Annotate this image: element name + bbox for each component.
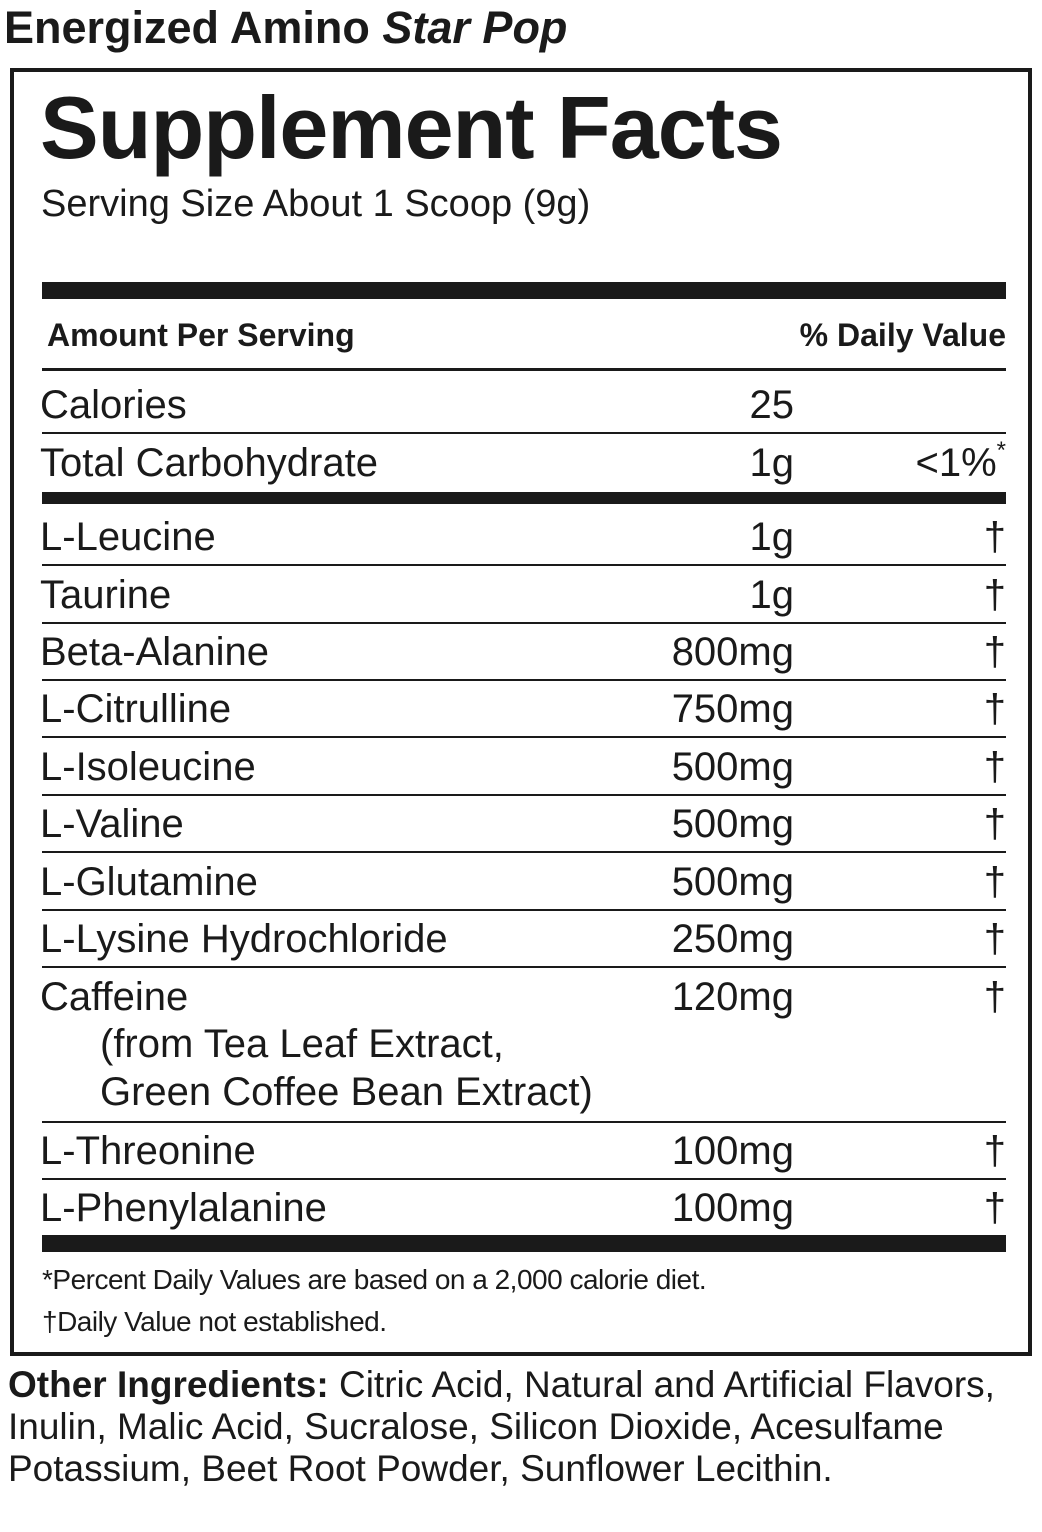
ingredient-dv: †: [983, 687, 1006, 731]
product-name: Energized Amino: [4, 2, 370, 53]
ingredient-dv: †: [983, 630, 1006, 674]
ingredient-dv: †: [983, 802, 1006, 846]
ingredient-name: L-Citrulline: [40, 687, 232, 731]
supplement-facts-panel: [10, 68, 1032, 1356]
ingredient-dv: †: [983, 917, 1006, 961]
medium-divider: [42, 492, 1006, 504]
ingredient-name: L-Lysine Hydrochloride: [40, 917, 448, 961]
amount-per-serving-header: Amount Per Serving: [47, 317, 355, 353]
ingredient-dv: †: [983, 1129, 1006, 1173]
divider: [42, 368, 1006, 371]
caffeine-source-line-2: Green Coffee Bean Extract): [100, 1070, 593, 1114]
ingredient-name: L-Glutamine: [40, 860, 258, 904]
ingredient-name: L-Isoleucine: [40, 745, 256, 789]
ingredient-name: L-Phenylalanine: [40, 1186, 327, 1230]
ingredient-amount: 800mg: [671, 630, 794, 674]
ingredient-amount: 750mg: [671, 687, 794, 731]
ingredient-row-caffeine: [42, 970, 1006, 1120]
amount-header-row: [42, 310, 1006, 360]
ingredient-name: Beta-Alanine: [40, 630, 270, 674]
ingredient-amount: 500mg: [671, 745, 794, 789]
ingredient-dv: †: [983, 573, 1006, 617]
ingredient-dv: †: [983, 745, 1006, 789]
serving-size: Serving Size About 1 Scoop (9g): [41, 183, 591, 225]
ingredient-name: L-Valine: [40, 802, 184, 846]
thick-divider: [42, 282, 1006, 299]
calories-amount: 25: [749, 383, 794, 427]
ingredient-dv: †: [983, 975, 1006, 1019]
divider: [42, 851, 1006, 853]
carbohydrate-amount: 1g: [749, 441, 794, 485]
product-variant: Star Pop: [382, 2, 568, 53]
divider: [42, 564, 1006, 566]
carbohydrate-dv-value: <1%: [915, 441, 997, 485]
ingredient-amount: 250mg: [671, 917, 794, 961]
footnote-dv-not-established: †Daily Value not established.: [42, 1306, 387, 1337]
ingredient-amount: 500mg: [671, 802, 794, 846]
divider: [42, 1178, 1006, 1180]
ingredient-dv: †: [983, 515, 1006, 559]
divider: [42, 794, 1006, 796]
divider: [42, 909, 1006, 911]
ingredient-amount: 100mg: [671, 1129, 794, 1173]
ingredient-amount: 1g: [749, 573, 794, 617]
ingredient-amount: 500mg: [671, 860, 794, 904]
caffeine-source-line-1: (from Tea Leaf Extract,: [100, 1022, 504, 1066]
other-ingredients: [8, 1364, 1028, 1490]
ingredient-amount: 1g: [749, 515, 794, 559]
ingredient-dv: †: [983, 860, 1006, 904]
divider: [42, 432, 1006, 434]
ingredient-name: L-Leucine: [40, 515, 216, 559]
product-title: [4, 0, 567, 60]
ingredient-name: L-Threonine: [40, 1129, 256, 1173]
divider: [42, 679, 1006, 681]
ingredient-amount: 100mg: [671, 1186, 794, 1230]
daily-value-header: % Daily Value: [799, 317, 1006, 353]
divider: [42, 966, 1006, 968]
ingredient-name: Taurine: [40, 573, 172, 617]
ingredient-amount: 120mg: [671, 975, 794, 1019]
carbohydrate-label: Total Carbohydrate: [40, 441, 378, 485]
divider: [42, 1121, 1006, 1123]
ingredient-name: Caffeine: [40, 975, 189, 1019]
divider: [42, 622, 1006, 624]
carbohydrate-dv: [915, 436, 1006, 490]
other-ingredients-label: Other Ingredients:: [8, 1364, 329, 1405]
asterisk-mark: *: [996, 437, 1006, 464]
footnote-daily-values: *Percent Daily Values are based on a 2,000 calorie diet.: [42, 1264, 707, 1295]
thick-divider: [42, 1235, 1006, 1252]
divider: [42, 736, 1006, 738]
other-ingredients-text: Citric Acid, Natural and Artificial Flavors, Inulin, Malic Acid, Sucralose, Silicon Dioxide, Acesulfame Potassium, Beet Root Powder, Sunflower Lecithin.: [8, 1364, 995, 1489]
calories-label: Calories: [40, 383, 187, 427]
facts-title: Supplement Facts: [40, 78, 782, 177]
ingredient-dv: †: [983, 1186, 1006, 1230]
